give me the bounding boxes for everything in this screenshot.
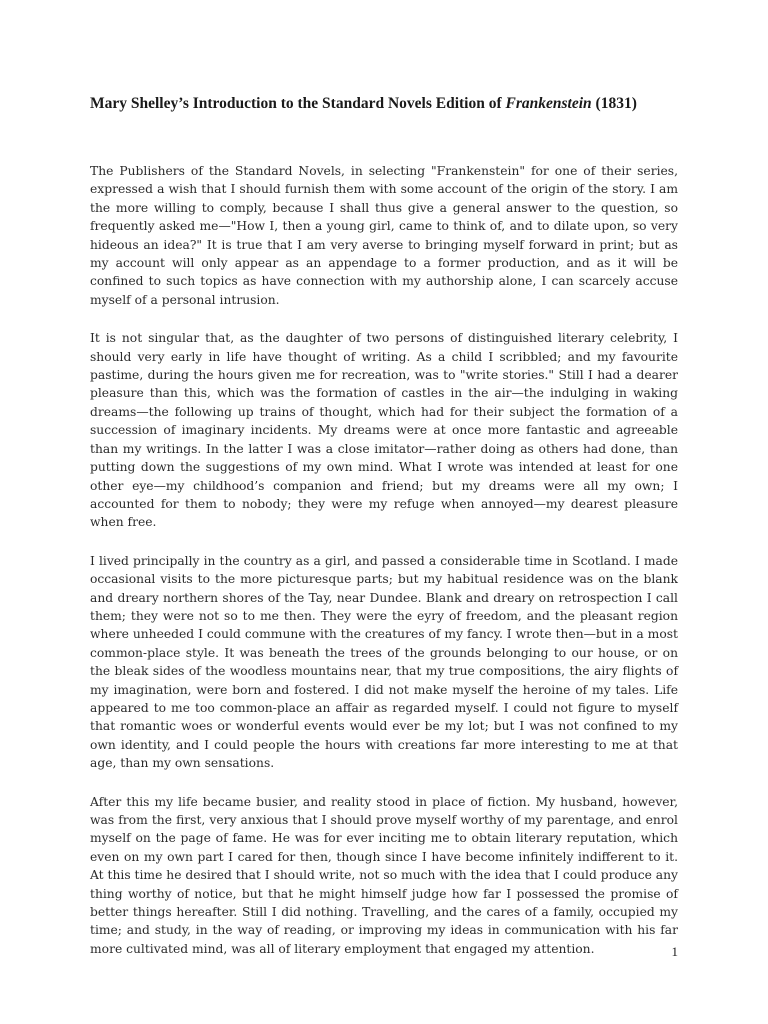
document-title [90, 94, 690, 114]
document-body [90, 162, 678, 978]
paragraph-2: It is not singular that, as the daughter of two persons of distinguished literary celebrity, I should very early in life have thought of writing. As a child I scribbled; and my favourite pastime, during the hours given me for recreation, was to "write stories." Still I had a dearer pleasure than this, which was the formation of castles in the air—the indulging in waking dreams—the following up trains of thought, which had for their subject the formation of a succession of imaginary incidents. My dreams were at once more fantastic and agreeable than my writings. In the latter I was a close imitator—rather doing as others had done, than putting down the suggestions of my own mind. What I wrote was intended at least for one other eye—my childhood’s companion and friend; but my dreams were all my own; I accounted for them to nobody; they were my refuge when annoyed—my dearest pleasure when free. [90, 331, 678, 530]
title-italic-work: Frankenstein [505, 95, 592, 112]
paragraph-1: The Publishers of the Standard Novels, in selecting "Frankenstein" for one of their series, expressed a wish that I should furnish them with some account of the origin of the story. I am the more willing to comply, because I shall thus give a general answer to the question, so frequently asked me—"How I, then a young girl, came to think of, and to dilate upon, so very hideous an idea?" It is true that I am very averse to bringing myself forward in print; but as my account will only appear as an appendage to a former production, and as it will be confined to such topics as have connection with my authorship alone, I can scarcely accuse myself of a personal intrusion. [90, 164, 678, 307]
title-year: (1831) [591, 95, 637, 112]
title-text: Mary Shelley’s Introduction to the Standard Novels Edition of [90, 95, 506, 112]
paragraph-4: After this my life became busier, and reality stood in place of fiction. My husband, however, was from the first, very anxious that I should prove myself worthy of my parentage, and enrol myself on the page of fame. He was for ever inciting me to obtain literary reputation, which even on my own part I cared for then, though since I have become infinitely indifferent to it. At this time he desired that I should write, not so much with the idea that I could produce any thing worthy of notice, but that he might himself judge how far I possessed the promise of better things hereafter. Still I did nothing. Travelling, and the cares of a family, occupied my time; and study, in the way of reading, or improving my ideas in communication with his far more cultivated mind, was all of literary employment that engaged my attention. [90, 794, 678, 956]
paragraph-3: I lived principally in the country as a girl, and passed a considerable time in Scotland. I made occasional visits to the more picturesque parts; but my habitual residence was on the blank and dreary northern shores of the Tay, near Dundee. Blank and dreary on retrospection I call them; they were not so to me then. They were the eyry of freedom, and the pleasant region where unheeded I could commune with the creatures of my fancy. I wrote then—but in a most common-place style. It was beneath the trees of the grounds belonging to our house, or on the bleak sides of the woodless mountains near, that my true compositions, the airy flights of my imagination, were born and fostered. I did not make myself the heroine of my tales. Life appeared to me too common-place an affair as regarded myself. I could not figure to myself that romantic woes or wonderful events would ever be my lot; but I was not confined to my own identity, and I could people the hours with creations far more interesting to me at that age, than my own sensations. [90, 553, 678, 771]
page-number: 1 [671, 944, 678, 959]
